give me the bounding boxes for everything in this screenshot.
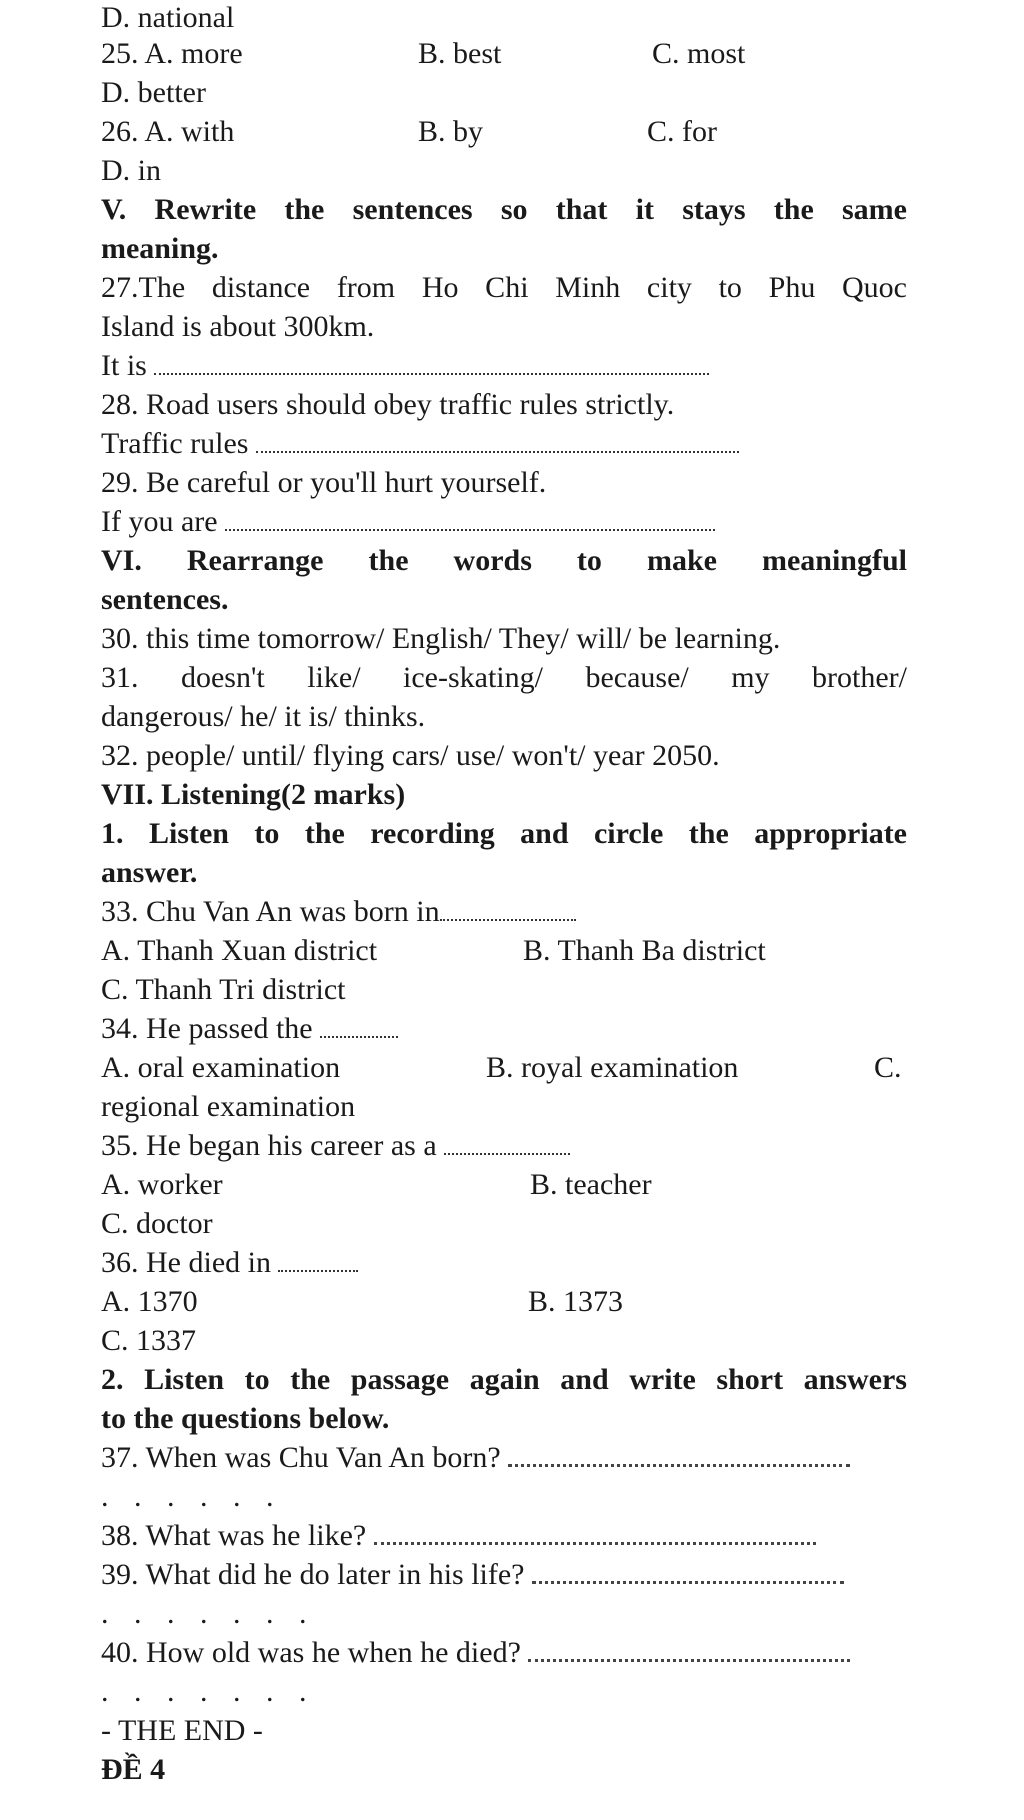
q40-question: 40. How old was he when he died? [101,1636,521,1669]
q34-option-c-cont: regional examination [101,1090,356,1123]
q34-option-a: A. oral examination [101,1051,341,1084]
q29-answer-line [101,504,715,540]
q36-option-a: A. 1370 [101,1285,198,1318]
q39-question-line [101,1557,844,1593]
q27-sentence-cont: Island is about 300km. [101,310,375,343]
q39-blank [532,1559,844,1584]
q39-blank-cont: . . . . . . . [101,1597,316,1630]
q25-option-b: B. best [418,37,502,70]
q34-option-c: C. [874,1051,902,1084]
q35-option-b: B. teacher [530,1168,652,1201]
q26-option-c: C. for [647,115,717,148]
q35-blank [444,1131,570,1155]
q33-option-b: B. Thanh Ba district [523,934,766,967]
q39-question: 39. What did he do later in his life? [101,1558,525,1591]
q27-sentence: 27.The distance from Ho Chi Minh city to Phu Quoc [101,271,907,304]
q26-option-d: D. in [101,154,161,187]
q34-option-b: B. royal examination [486,1051,739,1084]
q33-stem: 33. Chu Van An was born in [101,895,440,928]
section-v-heading-cont: meaning. [101,232,219,265]
q28-answer-line [101,426,739,462]
section-vi-heading-cont: sentences. [101,583,229,616]
q36-option-c: C. 1337 [101,1324,197,1357]
next-test-heading: ĐỀ 4 [101,1753,166,1786]
q30-words: 30. this time tomorrow/ English/ They/ will/ be learning. [101,622,781,655]
q33-blank [440,897,576,921]
section-v-heading: V. Rewrite the sentences so that it stays the same [101,193,907,226]
q28-stem: Traffic rules [101,427,249,460]
q40-question-line [101,1635,850,1671]
q37-question-line [101,1440,850,1476]
q36-stem-line [101,1245,358,1281]
q38-question-line [101,1518,816,1554]
q34-stem-line [101,1011,398,1047]
q37-blank-cont: . . . . . . [101,1480,283,1513]
q35-stem-line [101,1128,570,1164]
q25-option-a: 25. A. more [101,37,243,70]
q24-option-d: D. national [101,1,235,34]
q27-blank [154,351,709,375]
part1-instruction-cont: answer. [101,856,198,889]
q27-answer-line [101,348,709,384]
q35-stem: 35. He began his career as a [101,1129,437,1162]
q26-option-a: 26. A. with [101,115,235,148]
part1-instruction: 1. Listen to the recording and circle the appropriate [101,817,907,850]
q28-blank [256,429,739,453]
q36-stem: 36. He died in [101,1246,271,1279]
q35-option-a: A. worker [101,1168,223,1201]
q34-stem: 34. He passed the [101,1012,313,1045]
q40-blank-cont: . . . . . . . [101,1675,316,1708]
q38-question: 38. What was he like? [101,1519,367,1552]
q38-blank [374,1520,816,1545]
q25-option-d: D. better [101,76,206,109]
q29-sentence: 29. Be careful or you'll hurt yourself. [101,466,547,499]
q28-sentence: 28. Road users should obey traffic rules strictly. [101,388,675,421]
q31-words-cont: dangerous/ he/ it is/ thinks. [101,700,426,733]
q33-option-c: C. Thanh Tri district [101,973,346,1006]
q36-blank [278,1248,358,1272]
part2-instruction: 2. Listen to the passage again and write short answers [101,1363,907,1396]
part2-instruction-cont: to the questions below. [101,1402,390,1435]
q34-blank [320,1014,398,1038]
q37-question: 37. When was Chu Van An born? [101,1441,501,1474]
q27-stem: It is [101,349,147,382]
q25-option-c: C. most [652,37,746,70]
q36-option-b: B. 1373 [528,1285,624,1318]
q32-words: 32. people/ until/ flying cars/ use/ won't/ year 2050. [101,739,720,772]
section-vi-heading: VI. Rearrange the words to make meaningful [101,544,907,577]
q26-option-b: B. by [418,115,484,148]
q29-blank [225,507,715,531]
q37-blank [508,1442,850,1467]
q33-stem-line [101,894,576,930]
the-end-label: - THE END - [101,1714,263,1747]
q40-blank [528,1637,850,1662]
q33-option-a: A. Thanh Xuan district [101,934,378,967]
q31-words: 31. doesn't like/ ice-skating/ because/ my brother/ [101,661,907,694]
section-vii-heading: VII. Listening(2 marks) [101,778,406,811]
q35-option-c: C. doctor [101,1207,213,1240]
q29-stem: If you are [101,505,218,538]
